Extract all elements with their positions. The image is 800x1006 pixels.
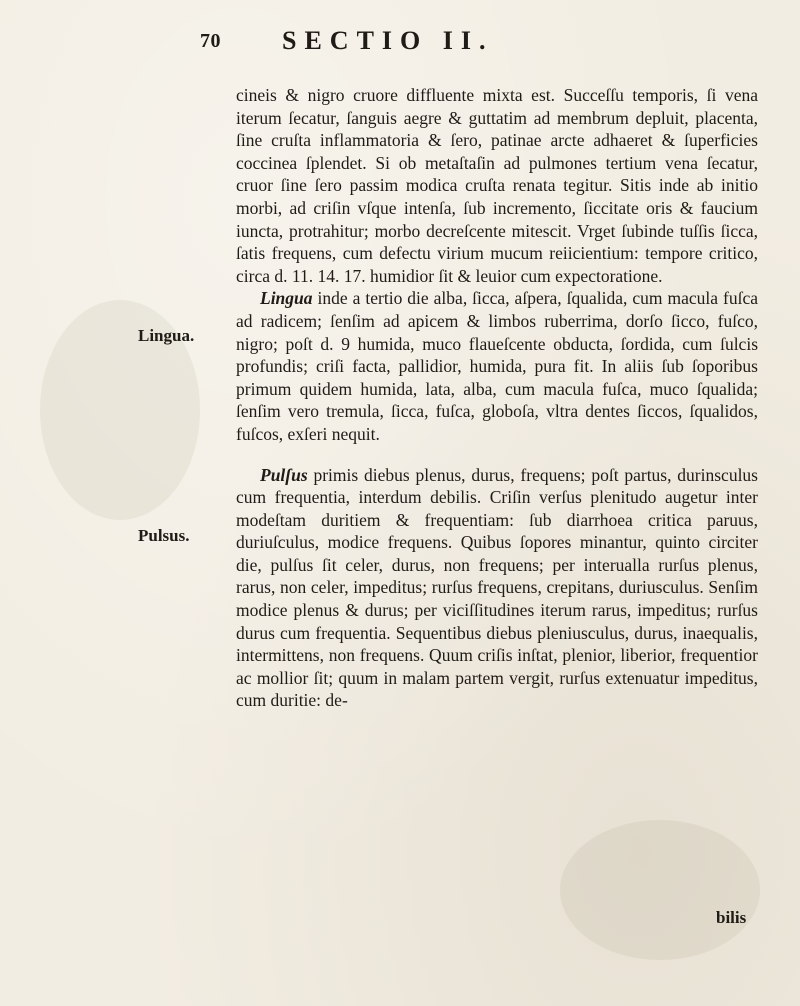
body-text [236,84,758,712]
paragraph-lead-lingua: Lingua [260,288,313,309]
catchword: bilis [716,908,747,927]
sidenote-pulsus: Pulsus. [138,526,190,545]
page-number: 70 [200,30,221,52]
paragraph-text-pulsus: primis diebus plenus, durus, frequens; poſt partus, durinsculus cum frequentia, interdum debilis. Criſin verſus plenitudo augetur inter modeſtam duritiem & frequentiam: ſub diarrhoea critica paruus, duriuſculus, modice frequens. Quibus ſopores minantur, quinto circiter die, pulſus ſit celer, durus, non frequens; per interualla rurſus plenus, rarus, non celer, impeditus; rurſus frequens, crepitans, duriusculus. Senſim modice plenus & durus; per viciſſitudines iterum rarus, impeditus; rurſus durus cum frequentia. Sequentibus diebus pleniusculus, durus, inaequalis, intermittens, non frequens. Quum criſis inſtat, plenior, liberior, frequentior ac mollior ſit; quum in malam partem vergit, rurſus extenuatur impeditus, cum duritie: de- [236,464,758,711]
paragraph-lingua [236,287,758,445]
paragraph-text-lingua: inde a tertio die alba, ſicca, aſpera, ſqualida, cum macula fuſca ad radicem; ſenſim ad apicem & limbos ruberrima, dorſo ſicco, fuſco, nigro; poſt d. 9 humida, muco flaueſcente obducta, ſordida, cum ſulcis profundis; criſi facta, pallidior, humida, pura fit. In aliis ſub ſoporibus primum quidem humida, lata, alba, cum macula fuſca, muco ſqualida; ſenſim vero tremula, ſicca, fuſca, globoſa, vltra dentes ſiccos, ſqualidos, fuſcos, exſeri nequit. [236,288,758,444]
sidenote-lingua: Lingua. [138,326,195,345]
paper-stain [560,820,760,960]
paragraph-blood-thirst: cineis & nigro cruore diffluente mixta est. Succeſſu temporis, ſi vena iterum ſecatur, ſanguis aegre & guttatim ad membrum depluit, placenta, ſine cruſta inflammatoria & ſero, patinae arcte adhaeret & ſuperficies coccinea ſplendet. Si ob metaſtaſin ad pulmones tertium vena ſecatur, cruor ſine ſero passim modica cruſta renata tegitur. Sitis inde ab initio morbi, ad criſin vſque intenſa, ſub incremento, ſiccitate oris & faucium iuncta, protrahitur; morbo decreſcente mitescit. Vrget ſubinde tuſſis ſicca, ſatis frequens, cum defectu virium mucum reiicientium: tempore critico, circa d. 11. 14. 17. humidior ſit & leuior cum expectoratione. [236,85,758,286]
running-head: SECTIO II. [282,26,494,55]
paragraph-lead-pulsus: Pulſus [260,464,308,485]
page-header [200,20,620,60]
paragraph-pulsus [236,464,758,713]
